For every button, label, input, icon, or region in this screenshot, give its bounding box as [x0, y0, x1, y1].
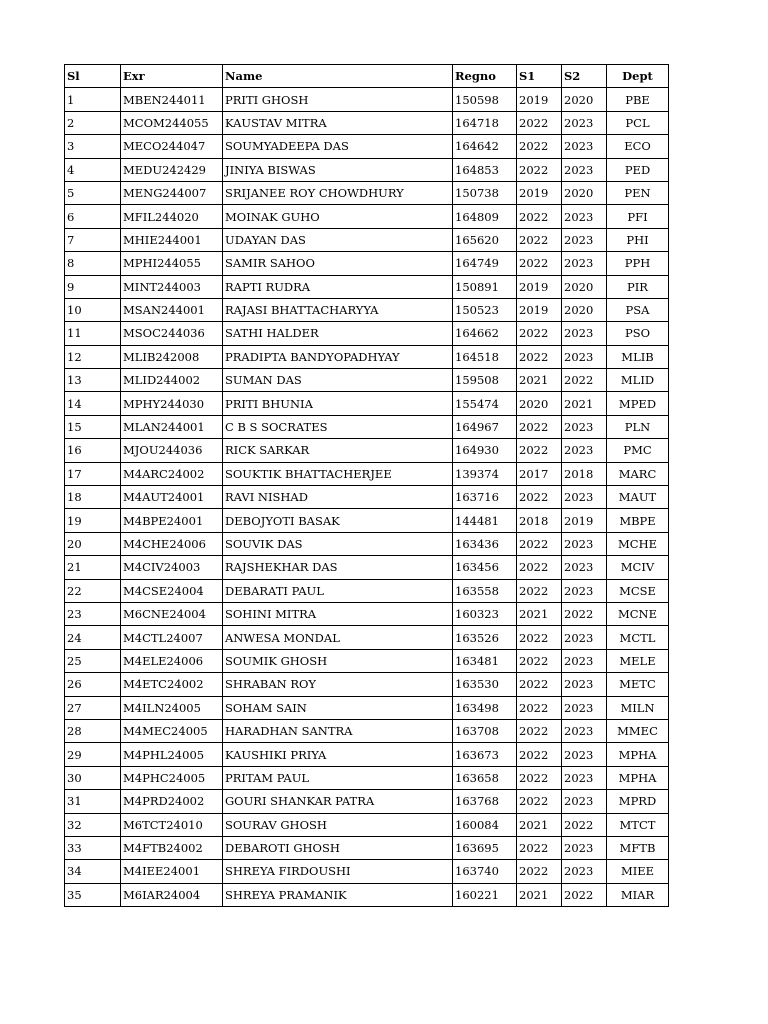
cell-s2: 2019: [562, 509, 607, 532]
cell-dept: ECO: [607, 135, 669, 158]
table-row: [65, 181, 669, 204]
cell-name: PRADIPTA BANDYOPADHYAY: [223, 345, 453, 368]
cell-s2: 2023: [562, 111, 607, 134]
cell-exr: M4CSE24004: [121, 579, 223, 602]
header-exr: Exr: [121, 65, 223, 88]
cell-name: SOUKTIK BHATTACHERJEE: [223, 462, 453, 485]
cell-exr: MECO244047: [121, 135, 223, 158]
table-row: [65, 415, 669, 438]
table-row: [65, 649, 669, 672]
cell-regno: 155474: [453, 392, 517, 415]
cell-exr: M4AUT24001: [121, 486, 223, 509]
cell-sl: 19: [65, 509, 121, 532]
cell-s2: 2022: [562, 883, 607, 906]
cell-sl: 35: [65, 883, 121, 906]
cell-name: ANWESA MONDAL: [223, 626, 453, 649]
table-row: [65, 111, 669, 134]
cell-exr: M4ETC24002: [121, 673, 223, 696]
cell-name: PRITI GHOSH: [223, 88, 453, 111]
cell-s1: 2018: [517, 509, 562, 532]
cell-s1: 2022: [517, 766, 562, 789]
table-row: [65, 579, 669, 602]
cell-name: MOINAK GUHO: [223, 205, 453, 228]
cell-sl: 9: [65, 275, 121, 298]
cell-dept: PIR: [607, 275, 669, 298]
cell-name: UDAYAN DAS: [223, 228, 453, 251]
table-row: [65, 275, 669, 298]
cell-s2: 2023: [562, 743, 607, 766]
cell-s2: 2023: [562, 532, 607, 555]
cell-dept: MLID: [607, 369, 669, 392]
cell-s2: 2023: [562, 836, 607, 859]
cell-s1: 2022: [517, 673, 562, 696]
cell-exr: MCOM244055: [121, 111, 223, 134]
cell-s2: 2023: [562, 649, 607, 672]
cell-regno: 164518: [453, 345, 517, 368]
table-row: [65, 766, 669, 789]
table-row: [65, 158, 669, 181]
cell-exr: MPHI244055: [121, 252, 223, 275]
cell-sl: 15: [65, 415, 121, 438]
cell-s1: 2022: [517, 345, 562, 368]
cell-regno: 144481: [453, 509, 517, 532]
cell-s1: 2021: [517, 369, 562, 392]
table-row: [65, 696, 669, 719]
cell-regno: 139374: [453, 462, 517, 485]
cell-dept: PHI: [607, 228, 669, 251]
cell-sl: 32: [65, 813, 121, 836]
cell-name: SOURAV GHOSH: [223, 813, 453, 836]
cell-sl: 10: [65, 298, 121, 321]
cell-dept: MELE: [607, 649, 669, 672]
cell-sl: 31: [65, 790, 121, 813]
cell-s2: 2023: [562, 135, 607, 158]
table-body: [65, 88, 669, 907]
cell-name: SOUMYADEEPA DAS: [223, 135, 453, 158]
cell-dept: PSO: [607, 322, 669, 345]
cell-exr: MEDU242429: [121, 158, 223, 181]
cell-name: JINIYA BISWAS: [223, 158, 453, 181]
cell-exr: M4CHE24006: [121, 532, 223, 555]
cell-regno: 163498: [453, 696, 517, 719]
cell-name: PRITAM PAUL: [223, 766, 453, 789]
table-row: [65, 509, 669, 532]
cell-regno: 163658: [453, 766, 517, 789]
cell-sl: 8: [65, 252, 121, 275]
cell-exr: M4PHL24005: [121, 743, 223, 766]
cell-dept: PEN: [607, 181, 669, 204]
cell-name: SAMIR SAHOO: [223, 252, 453, 275]
table-row: [65, 673, 669, 696]
cell-exr: M6IAR24004: [121, 883, 223, 906]
header-sl: Sl: [65, 65, 121, 88]
cell-sl: 6: [65, 205, 121, 228]
cell-s1: 2019: [517, 275, 562, 298]
cell-exr: MSOC244036: [121, 322, 223, 345]
cell-s1: 2022: [517, 439, 562, 462]
cell-exr: MFIL244020: [121, 205, 223, 228]
cell-exr: M4CIV24003: [121, 556, 223, 579]
cell-s1: 2020: [517, 392, 562, 415]
cell-exr: M4ARC24002: [121, 462, 223, 485]
cell-s2: 2022: [562, 602, 607, 625]
cell-s2: 2023: [562, 415, 607, 438]
table-row: [65, 790, 669, 813]
cell-dept: MILN: [607, 696, 669, 719]
cell-exr: MSAN244001: [121, 298, 223, 321]
cell-dept: MTCT: [607, 813, 669, 836]
table-row: [65, 298, 669, 321]
cell-name: SOHAM SAIN: [223, 696, 453, 719]
cell-s1: 2022: [517, 135, 562, 158]
cell-s1: 2019: [517, 181, 562, 204]
cell-sl: 28: [65, 719, 121, 742]
cell-name: KAUSHIKI PRIYA: [223, 743, 453, 766]
cell-s2: 2023: [562, 252, 607, 275]
cell-sl: 4: [65, 158, 121, 181]
cell-sl: 13: [65, 369, 121, 392]
cell-s1: 2017: [517, 462, 562, 485]
cell-regno: 163708: [453, 719, 517, 742]
cell-regno: 163673: [453, 743, 517, 766]
cell-dept: MAUT: [607, 486, 669, 509]
cell-name: RAVI NISHAD: [223, 486, 453, 509]
cell-exr: M4FTB24002: [121, 836, 223, 859]
cell-s1: 2022: [517, 649, 562, 672]
table-row: [65, 813, 669, 836]
cell-dept: MARC: [607, 462, 669, 485]
cell-sl: 27: [65, 696, 121, 719]
cell-sl: 24: [65, 626, 121, 649]
cell-regno: 150891: [453, 275, 517, 298]
cell-sl: 2: [65, 111, 121, 134]
cell-s2: 2023: [562, 205, 607, 228]
header-s1: S1: [517, 65, 562, 88]
cell-regno: 163558: [453, 579, 517, 602]
cell-s1: 2022: [517, 158, 562, 181]
table-row: [65, 228, 669, 251]
cell-sl: 30: [65, 766, 121, 789]
cell-s2: 2023: [562, 228, 607, 251]
cell-regno: 164967: [453, 415, 517, 438]
cell-s1: 2021: [517, 883, 562, 906]
cell-s1: 2022: [517, 556, 562, 579]
cell-sl: 1: [65, 88, 121, 111]
cell-sl: 14: [65, 392, 121, 415]
cell-sl: 5: [65, 181, 121, 204]
cell-dept: MPHA: [607, 766, 669, 789]
cell-exr: MBEN244011: [121, 88, 223, 111]
table-row: [65, 439, 669, 462]
cell-s2: 2020: [562, 298, 607, 321]
cell-s1: 2022: [517, 111, 562, 134]
cell-regno: 160323: [453, 602, 517, 625]
student-table: [64, 64, 669, 907]
cell-name: SOUMIK GHOSH: [223, 649, 453, 672]
cell-dept: PSA: [607, 298, 669, 321]
cell-sl: 25: [65, 649, 121, 672]
cell-regno: 150738: [453, 181, 517, 204]
header-s2: S2: [562, 65, 607, 88]
cell-sl: 20: [65, 532, 121, 555]
cell-s2: 2023: [562, 766, 607, 789]
header-name: Name: [223, 65, 453, 88]
cell-exr: M4CTL24007: [121, 626, 223, 649]
cell-dept: METC: [607, 673, 669, 696]
cell-name: RAJSHEKHAR DAS: [223, 556, 453, 579]
cell-s2: 2023: [562, 345, 607, 368]
cell-s2: 2023: [562, 719, 607, 742]
cell-sl: 3: [65, 135, 121, 158]
cell-regno: 164809: [453, 205, 517, 228]
cell-regno: 163695: [453, 836, 517, 859]
cell-s1: 2021: [517, 813, 562, 836]
cell-regno: 163716: [453, 486, 517, 509]
cell-name: PRITI BHUNIA: [223, 392, 453, 415]
cell-exr: M4PRD24002: [121, 790, 223, 813]
cell-dept: MCNE: [607, 602, 669, 625]
cell-name: RAJASI BHATTACHARYYA: [223, 298, 453, 321]
cell-sl: 17: [65, 462, 121, 485]
cell-sl: 11: [65, 322, 121, 345]
cell-s2: 2018: [562, 462, 607, 485]
cell-exr: M4IEE24001: [121, 860, 223, 883]
cell-s1: 2022: [517, 860, 562, 883]
cell-s2: 2021: [562, 392, 607, 415]
cell-s1: 2022: [517, 252, 562, 275]
cell-sl: 23: [65, 602, 121, 625]
header-dept: Dept: [607, 65, 669, 88]
cell-sl: 29: [65, 743, 121, 766]
cell-name: SATHI HALDER: [223, 322, 453, 345]
cell-s2: 2023: [562, 860, 607, 883]
cell-s1: 2022: [517, 719, 562, 742]
cell-regno: 150523: [453, 298, 517, 321]
cell-regno: 163481: [453, 649, 517, 672]
cell-regno: 163768: [453, 790, 517, 813]
table-row: [65, 322, 669, 345]
cell-regno: 164749: [453, 252, 517, 275]
cell-exr: MLAN244001: [121, 415, 223, 438]
cell-exr: MPHY244030: [121, 392, 223, 415]
table-row: [65, 860, 669, 883]
cell-exr: MINT244003: [121, 275, 223, 298]
cell-s1: 2021: [517, 602, 562, 625]
table-row: [65, 532, 669, 555]
cell-exr: MLIB242008: [121, 345, 223, 368]
cell-regno: 163436: [453, 532, 517, 555]
cell-name: DEBAROTI GHOSH: [223, 836, 453, 859]
cell-exr: M4MEC24005: [121, 719, 223, 742]
header-regno: Regno: [453, 65, 517, 88]
cell-dept: PCL: [607, 111, 669, 134]
cell-s2: 2020: [562, 275, 607, 298]
cell-sl: 18: [65, 486, 121, 509]
cell-regno: 163526: [453, 626, 517, 649]
cell-regno: 163456: [453, 556, 517, 579]
cell-dept: MIAR: [607, 883, 669, 906]
cell-dept: PFI: [607, 205, 669, 228]
cell-name: RAPTI RUDRA: [223, 275, 453, 298]
cell-sl: 34: [65, 860, 121, 883]
cell-s1: 2022: [517, 486, 562, 509]
table-row: [65, 345, 669, 368]
cell-exr: MJOU244036: [121, 439, 223, 462]
cell-name: SOUVIK DAS: [223, 532, 453, 555]
cell-regno: 163530: [453, 673, 517, 696]
cell-s2: 2022: [562, 813, 607, 836]
cell-dept: MCSE: [607, 579, 669, 602]
cell-name: SHRABAN ROY: [223, 673, 453, 696]
cell-sl: 7: [65, 228, 121, 251]
cell-regno: 165620: [453, 228, 517, 251]
cell-s1: 2022: [517, 696, 562, 719]
table-row: [65, 743, 669, 766]
cell-s1: 2022: [517, 532, 562, 555]
cell-regno: 150598: [453, 88, 517, 111]
table-row: [65, 556, 669, 579]
cell-sl: 33: [65, 836, 121, 859]
cell-exr: M4PHC24005: [121, 766, 223, 789]
cell-regno: 164642: [453, 135, 517, 158]
table-row: [65, 486, 669, 509]
cell-dept: MCHE: [607, 532, 669, 555]
cell-exr: MLID244002: [121, 369, 223, 392]
cell-s2: 2020: [562, 181, 607, 204]
cell-name: DEBARATI PAUL: [223, 579, 453, 602]
cell-regno: 164853: [453, 158, 517, 181]
table-row: [65, 462, 669, 485]
cell-dept: PMC: [607, 439, 669, 462]
cell-s2: 2023: [562, 790, 607, 813]
cell-dept: MLIB: [607, 345, 669, 368]
table-row: [65, 135, 669, 158]
table-row: [65, 626, 669, 649]
cell-dept: MPRD: [607, 790, 669, 813]
cell-s2: 2023: [562, 579, 607, 602]
cell-regno: 160221: [453, 883, 517, 906]
cell-s2: 2023: [562, 439, 607, 462]
cell-dept: PED: [607, 158, 669, 181]
cell-name: C B S SOCRATES: [223, 415, 453, 438]
cell-s1: 2019: [517, 298, 562, 321]
cell-exr: M6TCT24010: [121, 813, 223, 836]
cell-dept: MPHA: [607, 743, 669, 766]
cell-dept: PPH: [607, 252, 669, 275]
cell-regno: 160084: [453, 813, 517, 836]
table-row: [65, 836, 669, 859]
cell-s1: 2022: [517, 790, 562, 813]
cell-exr: M4ILN24005: [121, 696, 223, 719]
cell-exr: M6CNE24004: [121, 602, 223, 625]
cell-s2: 2023: [562, 158, 607, 181]
cell-dept: MBPE: [607, 509, 669, 532]
table-row: [65, 88, 669, 111]
cell-name: HARADHAN SANTRA: [223, 719, 453, 742]
table-row: [65, 205, 669, 228]
cell-regno: 164930: [453, 439, 517, 462]
cell-s2: 2023: [562, 696, 607, 719]
cell-name: SUMAN DAS: [223, 369, 453, 392]
cell-sl: 21: [65, 556, 121, 579]
cell-s1: 2022: [517, 579, 562, 602]
cell-sl: 16: [65, 439, 121, 462]
cell-exr: M4ELE24006: [121, 649, 223, 672]
cell-s1: 2022: [517, 322, 562, 345]
cell-s2: 2022: [562, 369, 607, 392]
cell-name: SRIJANEE ROY CHOWDHURY: [223, 181, 453, 204]
cell-s1: 2022: [517, 228, 562, 251]
cell-s2: 2023: [562, 626, 607, 649]
cell-exr: MENG244007: [121, 181, 223, 204]
table-row: [65, 719, 669, 742]
cell-s2: 2020: [562, 88, 607, 111]
cell-dept: MCTL: [607, 626, 669, 649]
cell-name: SHREYA PRAMANIK: [223, 883, 453, 906]
cell-s1: 2019: [517, 88, 562, 111]
cell-s1: 2022: [517, 626, 562, 649]
cell-exr: M4BPE24001: [121, 509, 223, 532]
table-row: [65, 392, 669, 415]
cell-dept: PBE: [607, 88, 669, 111]
cell-s1: 2022: [517, 415, 562, 438]
table-row: [65, 883, 669, 906]
cell-s2: 2023: [562, 673, 607, 696]
cell-name: GOURI SHANKAR PATRA: [223, 790, 453, 813]
cell-sl: 22: [65, 579, 121, 602]
cell-name: DEBOJYOTI BASAK: [223, 509, 453, 532]
cell-sl: 26: [65, 673, 121, 696]
cell-dept: MMEC: [607, 719, 669, 742]
cell-regno: 164662: [453, 322, 517, 345]
cell-name: RICK SARKAR: [223, 439, 453, 462]
cell-dept: MPED: [607, 392, 669, 415]
cell-name: KAUSTAV MITRA: [223, 111, 453, 134]
header-row: [65, 65, 669, 88]
cell-dept: PLN: [607, 415, 669, 438]
cell-exr: MHIE244001: [121, 228, 223, 251]
cell-dept: MFTB: [607, 836, 669, 859]
cell-s2: 2023: [562, 486, 607, 509]
cell-s2: 2023: [562, 322, 607, 345]
cell-s1: 2022: [517, 743, 562, 766]
cell-sl: 12: [65, 345, 121, 368]
table-row: [65, 602, 669, 625]
cell-name: SOHINI MITRA: [223, 602, 453, 625]
cell-name: SHREYA FIRDOUSHI: [223, 860, 453, 883]
table-row: [65, 369, 669, 392]
cell-s2: 2023: [562, 556, 607, 579]
cell-regno: 163740: [453, 860, 517, 883]
cell-s1: 2022: [517, 205, 562, 228]
cell-dept: MCIV: [607, 556, 669, 579]
cell-s1: 2022: [517, 836, 562, 859]
cell-regno: 159508: [453, 369, 517, 392]
cell-regno: 164718: [453, 111, 517, 134]
table-row: [65, 252, 669, 275]
cell-dept: MIEE: [607, 860, 669, 883]
